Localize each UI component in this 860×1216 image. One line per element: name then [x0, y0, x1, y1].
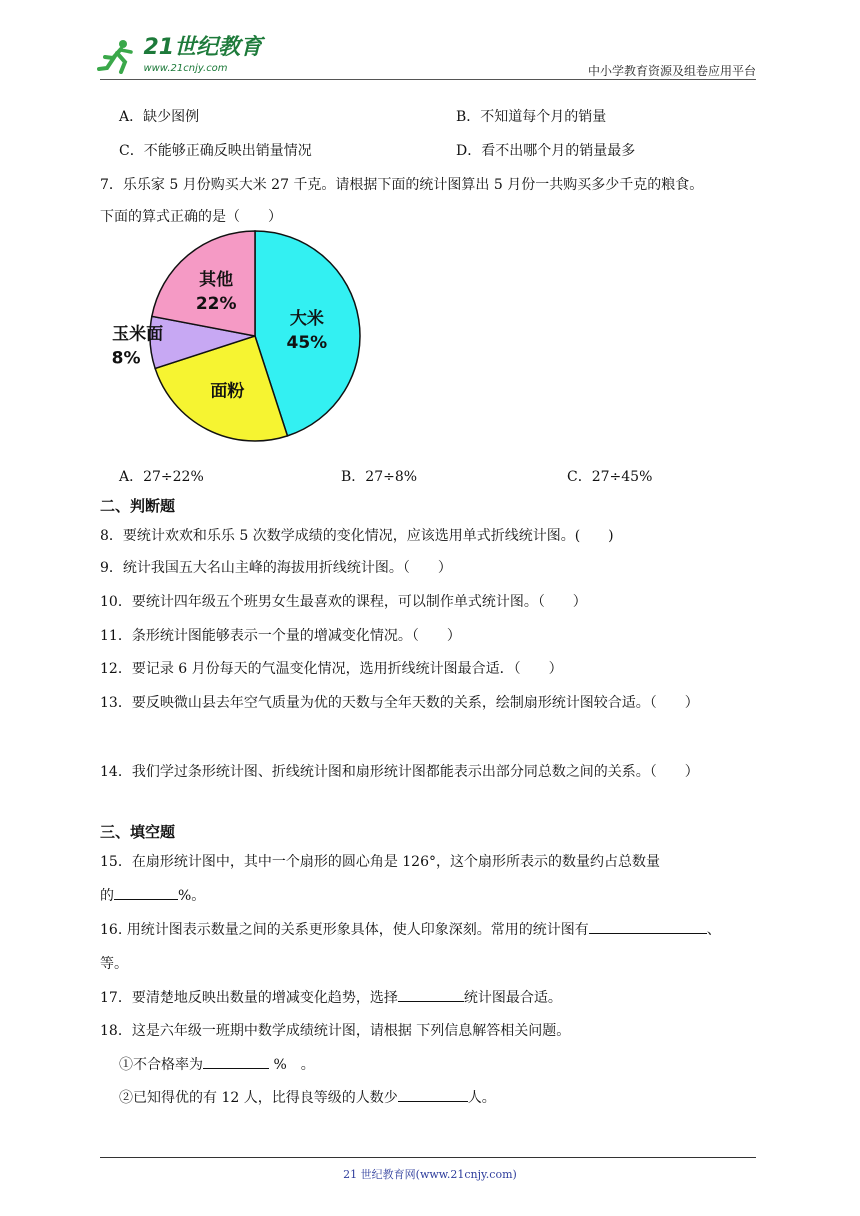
pie-label-1: 面粉 [210, 381, 245, 402]
question-12: 12．要记录 6 月份每天的气温变化情况，选用折线统计图最合适．（ ） [100, 661, 563, 677]
grain-pie-chart [110, 216, 380, 466]
question-18: 18．这是六年级一班期中数学成绩统计图，请根据 下列信息解答相关问题。 [100, 1023, 571, 1039]
question-15-line2 [100, 885, 205, 905]
question-9: 9．统计我国五大名山主峰的海拔用折线统计图。（ ） [100, 560, 452, 576]
q7-option-c: C．27÷45% [567, 469, 653, 485]
header-platform-text: 中小学教育资源及组卷应用平台 [587, 64, 756, 78]
footer-divider [100, 1157, 756, 1158]
q18-2-answer-blank[interactable] [398, 1087, 468, 1102]
q18-2-suffix: 人。 [467, 1090, 496, 1106]
q18-1-suffix: % 。 [269, 1057, 315, 1073]
runner-logo-icon [95, 38, 139, 74]
q7-stem-line1: 7．乐乐家 5 月份购买大米 27 千克。请根据下面的统计图算出 5 月份一共购买多少千克的粮食。 [100, 177, 704, 193]
question-17 [100, 987, 562, 1007]
q17-prefix: 17．要清楚地反映出数量的增减变化趋势，选择 [100, 990, 398, 1006]
q6-option-a: A．缺少图例 [119, 109, 200, 125]
section-3-title: 三、填空题 [100, 823, 176, 841]
site-logo [95, 36, 262, 76]
q7-stem-line2: 下面的算式正确的是（ ） [100, 209, 282, 225]
question-11: 11．条形统计图能够表示一个量的增减变化情况。（ ） [100, 628, 461, 644]
q18-1-prefix: ①不合格率为 [119, 1057, 203, 1073]
question-14: 14．我们学过条形统计图、折线统计图和扇形统计图都能表示出部分同总数之间的关系。（ ） [100, 764, 699, 780]
q7-option-b: B．27÷8% [341, 469, 418, 485]
question-8: 8．要统计欢欢和乐乐 5 次数学成绩的变化情况，应该选用单式折线统计图。( ) [100, 528, 614, 544]
q15-suffix: %。 [178, 888, 206, 904]
pie-label-3: 其他 [199, 270, 234, 291]
logo-subtext: www.21cnjy.com [143, 63, 228, 75]
question-10: 10．要统计四年级五个班男女生最喜欢的课程，可以制作单式统计图。（ ） [100, 594, 587, 610]
pie-label-0: 大米 [289, 308, 324, 329]
header-divider [100, 79, 756, 80]
q18-2-prefix: ②已知得优的有 12 人，比得良等级的人数少 [119, 1090, 398, 1106]
footer-text: 21 世纪教育网(www.21cnjy.com) [343, 1168, 517, 1181]
question-15-line1: 15．在扇形统计图中，其中一个扇形的圆心角是 126°，这个扇形所表示的数量约占总数量 [100, 854, 660, 870]
pie-value-3: 22% [195, 294, 237, 315]
question-18-part1 [119, 1054, 315, 1074]
logo-text: 21世纪教育 [143, 35, 263, 60]
section-2-title: 二、判断题 [100, 497, 176, 515]
q17-suffix: 统计图最合适。 [463, 990, 562, 1006]
q6-option-c: C．不能够正确反映出销量情况 [119, 143, 312, 159]
q6-option-b: B．不知道每个月的销量 [456, 109, 607, 125]
q7-option-a: A．27÷22% [119, 469, 204, 485]
q16-suffix: 、 [706, 922, 721, 938]
pie-value-2: 8% [111, 348, 141, 369]
q16-prefix: 16. 用统计图表示数量之间的关系更形象具体，使人印象深刻。常用的统计图有 [100, 922, 589, 938]
pie-label-2: 玉米面 [112, 324, 164, 345]
q16-answer-blank[interactable] [589, 919, 707, 934]
q15-prefix: 的 [100, 888, 114, 904]
q17-answer-blank[interactable] [398, 987, 464, 1002]
pie-value-0: 45% [286, 332, 328, 353]
q6-option-d: D．看不出哪个月的销量最多 [456, 143, 636, 159]
q18-1-answer-blank[interactable] [203, 1054, 269, 1069]
question-13: 13．要反映微山县去年空气质量为优的天数与全年天数的关系，绘制扇形统计图较合适。（ ） [100, 695, 699, 711]
question-18-part2 [119, 1087, 496, 1107]
question-16-line1 [100, 919, 721, 939]
q15-answer-blank[interactable] [114, 885, 178, 900]
question-16-line2: 等。 [100, 956, 128, 972]
